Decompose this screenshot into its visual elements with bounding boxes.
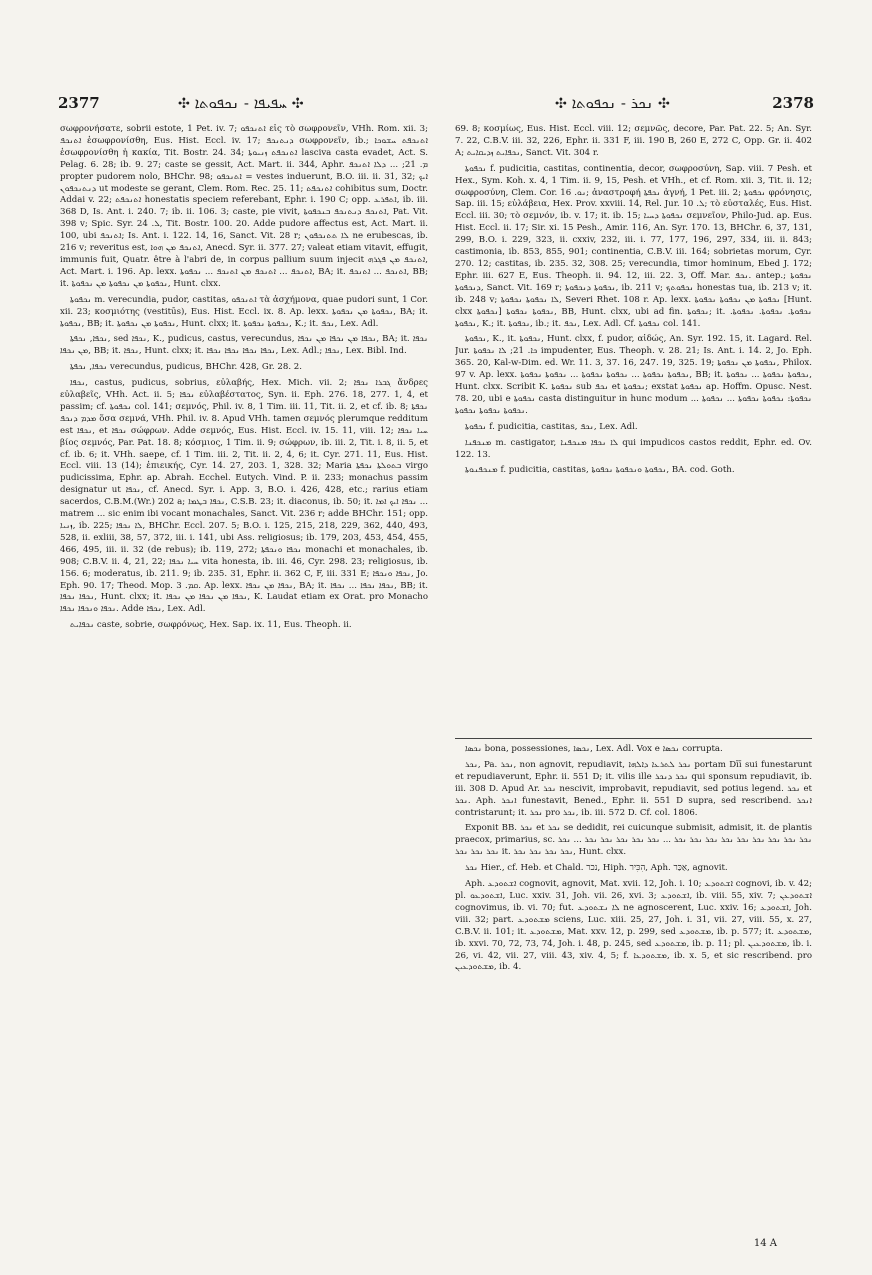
entry-paragraph: ܡܢܟܦܢܘܬܐ f. pudicitia, castitas, ܢܟܦܘܬܐ ܘܢܟܦܘܬܐ ܢܟܦܘܬܐ, BA. cod. Goth. <box>465 465 735 476</box>
signature-mark: 14 A <box>753 1238 777 1249</box>
left-page-number: 2377 <box>58 94 100 112</box>
entry-paragraph: ܢܟܦܐܝܬ caste, sobrie, σωφρόνως, Hex. Sap. ix. 11, Eus. Theoph. ii. <box>70 620 352 631</box>
entry-paragraph: ܢܟܦܐ, ܢܟܦܬܐ, sed ܢܟܦܐ, K., pudicus, castus, verecundus, ܢܟܦܐ ܡܢ ܢܟܦܐ ܡܢ ܢܟܦܐ, BA; it. ܢܟܦܐ ܡܢ ܢܟܦܐ, BB; it. ܢܟܦܐ, Hunt. clxx; it. ܢܟܦܐ ܢܟܦܐ ܢܟܦܐ ܢܟܦܐ, Lex. Adl.; ܢܟܦܐ, Lex. Bibl. Ind. <box>60 334 428 357</box>
entry-paragraph: σωφρονήσατε, sobrii estote, 1 Pet. iv. 7; ܐܬܢܟܦܘ εἰς τὸ σωφρονεῖν, VHh. Rom. xii. 3; ܐܬܢܟܦ ἐσωφρονίσθη, Eus. Hist. Eccl. iv. 17; ܕܢܬܢܟܦ σωφρονεῖν, ib.; ܐܬܢܟܦܬ ܚܫܘܟܐ ἐσωφρονίσθη ἡ κακία, Tit. Bostr. 24. 34; ܐܬܢܟܦܬ ܙܢܝܘܬܐ lasciva casta evadet, Act. S. Pelag. 6. 28; ib. 9. 27; caste se gessit, Act. Mart. ii. 344, Aphr. ܡ. 21; ... ܕܠܐ ܐܬܢܟܦ propter pudorem nolo, BHChr. 98; ܐܬܢܟܦܘ = vestes induerunt, B.O. iii. ii. 31, 32; ܐܝܟ ܕܢܬܢܟܦܘܢ ut modeste se gerant, Clem. Rom. Rec. 25. 11; ܐܬܢܟܦܬ cohibitus sum, Doctr. Addai v. 22; ܐܬܢܟܦܬ honestatis speciem referebant, Ephr. i. 190 C; opp. ܐܬܦܪܥ, ib. iii. 368 D, Is. Ant. i. 240. 7; ib. ii. 106. 3; caste, pie vivit, ܐܬܢܟܦ ܕܢܬܢܟܦ ܒܢܟܦܘܬܐ, Pat. Vit. 398 v; Spic. Syr. ܠ. 24, Tit. Bostr. 100. 20. Adde pudore affectus est, Act. Mart. ii. 100, ubi ܐܬܢܟܦ; Is. Ant. i. 122. 14, 16, Sanct. Vit. 28 r; ܠܐ ܬܬܢܟܦܘܢ ne erubescas, ib. 216 v; reveritus est, ܐܬܢܟܦ ܡܢ ܗܘܐ, Anecd. Syr. ii. 377. 27; valeat etiam vitavit, effugit, immunis fuit, Quatr. être à l'abri de, in corpus pallium suum injecit ܐܬܢܟܦ ܡܢ ܦܓܪܗ, Act. Mart. i. 196. Ap. lexx. ܐܬܢܟܦ ... ܐܬܢܟܦ ܡܢ ܐܬܢܟܦ ... ܢܟܦܘܬܐ, BA; it. ܐܬܢܟܦ ... ܐܬܢܟܦ, BB; it. ܢܟܦܘܬܐ ܡܢ ܢܟܦܘܬܐ ܡܢ ܢܟܦܘܬܐ, Hunt. clxx. <box>60 124 428 289</box>
right-page-number: 2378 <box>772 94 814 112</box>
entry-paragraph: ܢܟܪ Hier., cf. Heb. et Chald. נכר, Hiph. הִכִּיר, Aph. אַכַּר, agnovit. <box>465 863 728 874</box>
entry-paragraph: ܢܟܪ, Pa. ܢܟܪ, non agnovit, repudiavit, ܢܟܪ ܠܬܪܥܐ ܕܐܠܗܐ portam Dīī sui funestarunt et repudiaverunt, Ephr. ii. 551 D; it. vilis ille ܢܟܪ ܕܢܟܪ qui sponsum repudiavit, ib. iii. 308 D. Apud Ar. ܢܟܪ nescivit, improbavit, repudiavit, sed potius legend. ܢܟܪ et ܢܟܪ. Aph. ܐܢܟܪ funestavit, Bened., Ephr. ii. 551 D supra, sed rescribend. ܐܢܟܪ contristarunt; it. ܢܟܪ pro ܢܟܪ, ib. iii. 572 D. Cf. col. 1806. <box>455 759 812 818</box>
entry-paragraph: ܢܟܦܐ, ܢܟܦܬܐ verecundus, pudicus, BHChr. 428, Gr. 28. 2. <box>70 362 302 373</box>
entry-paragraph: Exponit BB. ܢܟܪ et ܢܟܪ se dedidit, rei cuicunque submisit, admisit, it. de plantis praecox, primarius, sc. ܢܟܪ ܢܟܪ ܢܟܪ ܢܟܪ ܢܟܪ ܢܟܪ ܢܟܪ ܢܟܪ ܢܟܪ ... ܢܟܪ ܢܟܪ ܢܟܪ ܢܟܪ ܢܟܪ ... ܢܟܪ ܢܟܪ ܢܟܪ ܢܟܪ it. ܢܟܪ ܢܟܪ ܢܟܪ ܢܟܪ, Hunt. clxx. <box>455 823 812 858</box>
section-divider <box>455 738 812 739</box>
entry-paragraph: ܢܟܦܘܬܐ f. pudicitia, castitas, continentia, decor, σωφροσύνη, Sap. viii. 7 Pesh. et Hex., Sym. Koh. x. 4, 1 Tim. ii. 9, 15, Pesh. et VHh., et cf. Rom. xii. 3, Tit. ii. 12; σωφροσύνη, Clem. Cor. ܢܘ. 16; ἀναστροφή ܢܟܦܬܐ ἁγνή, 1 Pet. iii. 2; ܢܟܦܘܬܐ φρόνησις, Sap. iii. 15; εὐλάβεια, Hex. Prov. xxviii. 14, Rel. Jur. ܠ. 10; τὸ εὐσταλές, Eus. Hist. Eccl. iii. 30; τὸ σεμνόν, ib. v. 17; it. ib. 15; ܢܟܦܘܬܐ ܕܚܝܐ σεμνεῖον, Philo-Jud. ap. Eus. Hist. Eccl. ii. 17; Sir. xi. 15 Pesh., Amir. 116, An. Syr. 170. 13, BHChr. 6, 37, 131, 299, B.O. i. 229, 323, ii. cxxiv, 232, iii. i. 77, 177, 196, 297, 334, iii. ii. 843; castimonia, ib. 853, 855, 901; continentia, C.B.V. iii. 164; sobrietas morum, Cyr. 270. 12; castitas, ib. 235. 32, 308. 25; verecundia, timor hominum, Ebed J. 172; Ephr. iii. 627 E, Eus. Theoph. ii. 94. 12, iii. 22. 3, Off. Mar. ܢܟܦ. antep.; ܢܟܦܘܬܐ ܕܢܟܦܘܬܐ, Sanct. Vit. 169 r; ܢܟܦܘܬܐ ܕܢܟܦܘܬܐ, ib. 211 v; ܢܟܦܘܬܟ honestas tua, ib. 213 v; it. ib. 248 v; ܠܐ ܢܟܦܘܬܐ ܢܟܦܘܬܐ, Severi Rhet. 108 r. Ap. lexx. ܢܟܦܘܬܐ ܡܢ ܢܟܦܘܬܐ ܢܟܦܘܬܐ [Hunt. clxx ܢܟܦܘܬܐ] ܢܟܦܘܬܐ ܢܟܦܘܬܐ, BB, Hunt. clxx, ubi ad fin. ܢܟܦܘܬܐ; it. ܢܟܦܘܬܐ. ܢܟܦܘܬܐ. ܢܟܦܘܬܐ. ܢܟܦܘܬܐ, K.; it. ܢܟܦܘܬܐ, ib.; it. ܢܟܦ, Lex. Adl. Cf. ܢܟܦܘܬܐ col. 141. <box>455 163 812 329</box>
right-running-title: ✣ ܢܟܪ - ܢܟܦܘܬܐ ✣ <box>555 94 670 112</box>
left-column <box>60 124 428 1259</box>
entry-paragraph: ܢܟܦܘܬܐ, K., it. ܢܟܦܘܬܐ, Hunt. clxx, f. pudor, αἰδώς, An. Syr. 192. 15, it. Lagard. Rel. Jur. ܟܐ. 21; ܠܐ ܢܟܦܘܬܐ impudenter, Eus. Theoph. v. 28. 21; Is. Ant. i. 14. 2, Jo. Eph. 365. 20, Kal-w-Dim. ed. Wr. 11. 3, 37. 16, 247. 19, 325. 19; ܢܟܦܘܬܐ ܡܢ ܢܟܦܘܬܐ, Philox. 97 v. Ap. lexx. ܢܟܦܘܬܐ ܢܟܦܘܬܐ ... ܢܟܦܘܬܐ ܢܟܦܘܬܐ ... ܢܟܦܘܬܐ ܢܟܦܘܬܐ, BB; it. ܢܟܦܘܬܐ ܢܟܦܘܬܐ ... ܢܟܦܘܬܐ, Hunt. clxx. Scribit K. ܢܟܦܘܬܐ sub ܢܟܦ et ܢܟܦܘܬܐ; exstat ܢܟܦܘܬܐ ap. Hoffm. Opusc. Nest. 78. 20, ubi e ܢܟܦܘܬܐ casta distinguitur in hunc modum ܢܟܦܘܬܐ: ܢܟܦܘܬܐ ܢܟܦܘܬܐ ... ܢܟܦܘܬܐ ... ܢܟܦܘܬܐ ܢܟܦܘܬܐ ܢܟܦܘܬܐ. <box>455 334 812 416</box>
entry-paragraph: ܡܢܟܦܢܐ m. castigator, ܠܐ ܢܟܦܐ ܡܢܟܦܢܐ qui impudicos castos reddit, Ephr. ed. Ov. 122. 13. <box>455 437 812 460</box>
entry-paragraph: 69. 8; κοσμίως, Eus. Hist. Eccl. viii. 12; σεμνῶς, decore, Par. Pat. 22. 5; An. Syr. 7. 22, C.B.V. iii. 32, 226, Ephr. ii. 331 F, iii. 190 B, 260 E, 272 C, Opp. Gr. ii. 402 A; ܢܟܦܐܝܬ ܙܕܝܩܐܝܬ, Sanct. Vit. 304 r. <box>455 124 812 158</box>
entry-paragraph: ܢܟܦܐ, castus, pudicus, sobrius, εὐλαβής, Hex. Mich. vii. 2; ܓܒܪܐ ܢܟܦܐ ἄνδρες εὐλαβεῖς, VHh. Act. ii. 5; ܢܟܦܐ εὐλαβέστατος, Syn. ii. Eph. 276. 18, 277. 1, 4, et passim; cf. ܢܟܦܘܬܐ col. 141; σεμνός, Phil. iv. 8, 1 Tim. iii. 11, Tit. ii. 2, et cf. ib. 8; ܢܟܦܬܐ ܡܕܡ ܕܢܟܦ ὅσα σεμνά, VHh. Phil. iv. 8. Apud VHh. tamen σεμνός plerumque redditum est ܢܟܦܐ, et ܢܟܦܐ σώφρων. Adde σεμνός, Eus. Hist. Eccl. iv. 15. 11, viii. 12; ܚܝܐ ܢܟܦܐ βίος σεμνός, Par. Pat. 18. 8; κόσμιος, 1 Tim. ii. 9; σώφρων, ib. iii. 2, Tit. i. 8, ii. 5, et cf. ib. 6; it. VHh. saepe, cf. 1 Tim. iii. 2, Tit. ii. 2, 4, 6; it. Cyr. 271. 11, Eus. Hist. Eccl. viii. 13 (14); ἐπιεικής, Cyr. 14. 27, 203. 1, 328. 32; Maria ܒܬܘܠܬܐ ܢܟܦܬܐ virgo pudicissima, Ephr. ap. Abrah. Ecchel. Eutych. Vind. P. ii. 233; monachus passim designatur ut ܢܟܦܐ, cf. Anecd. Syr. i. App. 3, B.O. i. 426, 428, etc.; rarius etiam sacerdos, C.B.M.(Wr.) 202 a; ܢܟܦܐ ܒܛܡܐ, C.S.B. 23; it. diaconus, ib. 50; it. ܢܟܦܐ ܐܝܟ ܐܡܐ ... matrem ... sic enim ibi vocant monachales, Sanct. Vit. 236 r; adde BHChr. 151; opp. ܙܢܝܐ, ib. 225; ܠܐ ܢܟܦܐ, BHChr. Eccl. 207. 5; B.O. i. 125, 215, 218, 229, 362, 440, 493, 528, ii. exliii, 38, 57, 372, iii. i. 141, ubi Ass. religiosus; ib. 179, 203, 453, 454, 455, 466, 495, iii. ii. 32 (de rebus); ib. 119, 272; ܢܟܦܐ ܘܢܟܦܬܐ monachi et monachales, ib. 908; C.B.V. ii. 4, 21, 22; ܚܝܐ ܢܟܦܐ vita honesta, ib. iii. 46, Cyr. 298. 23; religiosus, ib. 156. 6; moderatus, ib. 211. 9; ib. 235. 31, Ephr. ii. 362 C, F, iii. 331 E; ܢܟܦܐ ܘܢܟܦܐ, Jo. Eph. 90. 17; Theod. Mop. ܩܡ. 3. Ap. lexx. ܢܟܦܐ ܡܢ ܢܟܦܐ, BA; it. ܢܟܦܐ ܢܟܦܐ ... ܢܟܦܐ, BB; it. ܢܟܦܐ ܢܟܦܐ, Hunt. clxx; it. ܢܟܦܐ ܡܢ ܢܟܦܐ ܡܢ ܢܟܦܐ, K. Laudat etiam ex Orat. pro Monacho ܢܟܦܐ ܘܢܟܦܐ ܢܟܦܐ. Adde ܢܟܦܐ, Lex. Adl. <box>60 378 428 615</box>
right-column-lower <box>455 744 812 1236</box>
right-column <box>455 124 812 730</box>
entry-paragraph: ܢܟܦܘܬܐ m. verecundia, pudor, castitas, ܐܬܢܟܦܘ τὰ ἀσχήμονα, quae pudori sunt, 1 Cor. xii. 23; κοσμιότης (vestitūs), Eus. Hist. Eccl. ix. 8. Ap. lexx. ܢܟܦܘܬܐ ܡܢ ܢܟܦܘܬܐ, BA; it. ܢܟܦܘܬܐ, BB; it. ܢܟܦܘܬܐ ܡܢ ܢܟܦܘܬܐ, Hunt. clxx; it. ܢܟܦܘܬܐ ܢܟܦܘܬܐ, K.; it. ܢܟܦ, Lex. Adl. <box>60 294 428 329</box>
entry-paragraph: Aph. ܐܫܬܘܕܥ cognovit, agnovit, Mat. xvii. 12, Joh. i. 10; ܐܫܬܘܕܥ cognovi, ib. v. 42; pl. ܐܫܬܘܕܥܘ, Luc. xxiv. 31, Joh. vii. 26, xvi. 3; ܐܫܬܘܕܥ, ib. viii. 55, xiv. 7; ܐܫܬܘܕܥܢ cognovimus, ib. vi. 70; fut. ܠܐ ܢܫܬܘܕܥ ne agnoscerent, Luc. xxiv. 16; ܐܫܬܘܕܥ, Joh. viii. 32; part. ܡܫܬܘܕܥ sciens, Luc. xiii. 25, 27, Joh. i. 31, vii. 27, viii. 55, x. 27, C.B.V. ii. 101; it. ܡܫܬܘܕܥ, Mat. xxv. 12, p. 299, sed ܡܫܬܘܕܥ, ib. p. 577; it. ܡܫܬܘܕܥ, ib. xxvi. 70, 72, 73, 74, Joh. i. 48, p. 245, sed ܡܫܬܘܕܥ, ib. p. 11; pl. ܡܫܬܘܕܥܝܢ, ib. i. 26, vi. 42, vii. 27, viii. 43, xiv. 4, 5; f. ܡܫܬܘܕܥܐ, ib. x. 5, et sic rescribend. pro ܡܫܬܘܕܥܝܢ, ib. 4. <box>455 879 812 973</box>
entry-paragraph: ܢܟܦܘܬܐ f. pudicitia, castitas, ܢܟܦ, Lex. Adl. <box>465 421 638 432</box>
entry-paragraph: ܢܟܣܐ bona, possessiones, ܢܟܣܐ, Lex. Adl. Vox e ܢܟܣܐ corrupta. <box>465 744 723 754</box>
left-running-title: ✣ ܚܦܝܦܐ - ܢܟܦܘܬܐ ✣ <box>178 94 304 112</box>
